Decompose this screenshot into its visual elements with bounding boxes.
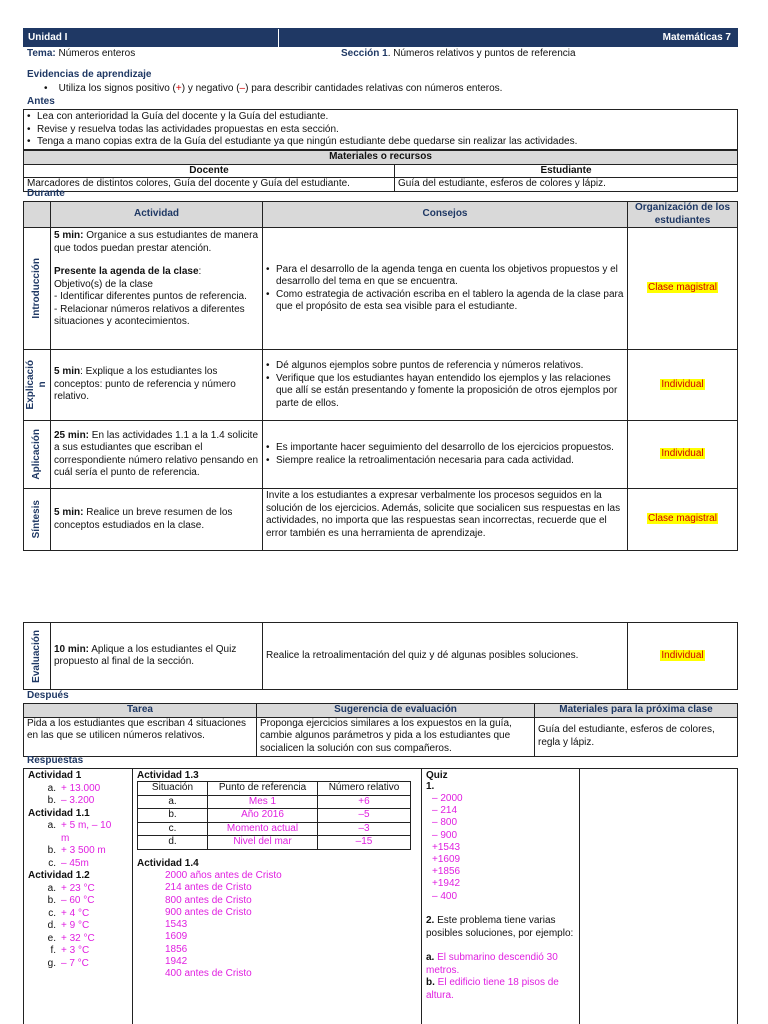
answer-letter: a. [47, 882, 56, 894]
org-badge: Clase magistral [648, 282, 717, 294]
act13-cell: Mes 1 [208, 795, 318, 809]
quiz-list [432, 793, 463, 903]
seccion-value: . Números relativos y puntos de referencia [387, 48, 576, 59]
quiz-q2 [426, 915, 574, 940]
org-badge: Individual [661, 378, 704, 390]
quiz-a-text: El submarino descendió 30 metros. [426, 952, 558, 976]
evidencias-item: • Utiliza los signos positivo (+) y negativo (–) para describir cantidades relativas con números enteros. [44, 83, 503, 94]
aplicacion-label: Aplicación [30, 429, 42, 480]
answer-value: – 45m [61, 857, 89, 869]
tema-row [23, 47, 738, 61]
consejo-item: • Dé algunos ejemplos sobre puntos de referencia y números relativos. [266, 360, 624, 373]
quiz-b-label: b. [426, 977, 435, 988]
col-organizacion: Organización de los estudiantes [628, 202, 738, 228]
act13-header: Punto de referencia [208, 782, 318, 796]
consejo-item: • Es importante hacer seguimiento del desarrollo de los ejercicios propuestos. [266, 442, 624, 455]
col1-heading: Actividad 1.2 [28, 870, 90, 881]
answer-value: + 32 °C [61, 932, 95, 944]
evaluacion-table [23, 622, 738, 690]
answer-value: – 60 °C [61, 895, 95, 906]
unit-title: Unidad I [28, 32, 68, 43]
tema-value: Números enteros [55, 48, 136, 59]
time-label: 25 min: [54, 429, 90, 441]
col1-answer [28, 795, 128, 808]
act13-header: Número relativo [318, 782, 411, 796]
seccion-label: Sección 1 [341, 48, 388, 59]
explicacion-label-end: n [36, 381, 48, 389]
antes-item: • Lea con anterioridad la Guía del docente y la Guía del estudiante. [27, 111, 734, 124]
sugerencia-text: Proponga ejercicios similares a los expuestos en la guía, cambie algunos parámetros y pida a los estudiantes que socialicen la solución con sus compañeros. [257, 717, 535, 756]
act14-item: 2000 años antes de Cristo [165, 870, 282, 881]
col-consejos: Consejos [263, 202, 628, 228]
act13-cell: Momento actual [208, 822, 318, 836]
org-badge: Clase magistral [648, 513, 717, 525]
answer-letter: a. [47, 782, 56, 794]
quiz-item: – 400 [432, 890, 458, 902]
respuestas-col1 [28, 770, 128, 970]
sugerencia-header: Sugerencia de evaluación [257, 704, 535, 718]
col1-heading: Actividad 1 [28, 770, 82, 781]
quiz-item: – 900 [432, 829, 458, 841]
activity-text: Aplique a los estudiantes el Quiz propuesto al final de la sección. [54, 643, 237, 667]
respuestas-box [23, 768, 738, 1024]
act14-list [165, 870, 282, 981]
despues-table [23, 703, 738, 757]
answer-value: – 7 °C [61, 957, 89, 969]
agenda-label: Presente la agenda de la clase [54, 266, 199, 277]
act14-item: 800 antes de Cristo [165, 894, 252, 906]
col1-answer [28, 920, 128, 933]
col1-answer [28, 945, 128, 958]
quiz-a [426, 952, 576, 977]
act13-cell: a. [138, 795, 208, 809]
answer-value: + 4 °C [61, 907, 90, 919]
consejo-item: • Para el desarrollo de la agenda tenga en cuenta los objetivos propuestos y el desarrollo del tema en que se encuentra. [266, 264, 624, 289]
col1-answer [28, 908, 128, 921]
consejo-item: • Verifique que los estudiantes hayan entendido los ejemplos y las relaciones que allí se están presentando y fomente la proposición de otros ejemplos por parte de ellos. [266, 373, 624, 411]
evaluacion-label: Evaluación [30, 629, 42, 683]
answer-letter: d. [47, 920, 56, 931]
consejo-text: Realice la retroalimentación del quiz y dé algunas posibles soluciones. [263, 623, 628, 690]
activity-text: Organice a sus estudiantes de manera que todos puedan prestar atención. [54, 230, 258, 254]
quiz-num2: 2. [426, 915, 435, 926]
answer-letter: a. [47, 820, 56, 831]
header-bar [23, 28, 738, 47]
activity-text: Realice un breve resumen de los conceptos estudiados en la clase. [54, 507, 233, 531]
col1-answer [28, 783, 128, 796]
act13-cell: c. [138, 822, 208, 836]
durante-table [23, 201, 738, 551]
quiz-item: – 2000 [432, 793, 463, 804]
act13-cell: d. [138, 836, 208, 850]
col1-answer [28, 883, 128, 896]
col1-answer [28, 845, 128, 858]
quiz-b [426, 977, 576, 1002]
act13-cell: Año 2016 [208, 809, 318, 823]
tarea-text: Pida a los estudiantes que escriban 4 situaciones en las que se utilicen números relativos. [24, 717, 257, 756]
quiz-item: – 800 [432, 817, 458, 829]
answer-letter: c. [48, 907, 56, 919]
explicacion-label: Explicació [25, 360, 36, 410]
org-badge: Individual [661, 649, 704, 661]
answer-letter: c. [48, 857, 56, 869]
answer-letter: b. [47, 895, 56, 906]
antes-item: • Tenga a mano copias extra de la Guía del estudiante ya que ningún estudiante debe quedarse sin realizar las actividades. [27, 136, 734, 149]
act14-title: Actividad 1.4 [137, 858, 199, 869]
time-label: 10 min: [54, 643, 90, 655]
answer-letter: g. [47, 957, 56, 969]
act14-item: 214 antes de Cristo [165, 882, 252, 894]
act13-title: Actividad 1.3 [137, 770, 199, 781]
tarea-header: Tarea [24, 704, 257, 718]
respuestas-title: Respuestas [27, 755, 84, 766]
objective-item: - Identificar diferentes puntos de referencia. [54, 291, 247, 302]
antes-title: Antes [27, 96, 55, 107]
act14-item: 900 antes de Cristo [165, 906, 252, 918]
quiz-title: Quiz [426, 770, 448, 781]
sintesis-label: Síntesis [30, 500, 42, 539]
act14-item: 1856 [165, 943, 188, 955]
quiz-item: +1856 [432, 866, 461, 878]
docente-materials: Marcadores de distintos colores, Guía del docente y Guía del estudiante. [24, 178, 395, 192]
col1-answer [28, 895, 128, 908]
consejo-item: • Siempre realice la retroalimentación necesaria para cada actividad. [266, 455, 624, 468]
estudiante-header: Estudiante [395, 164, 738, 178]
colon: : [198, 266, 202, 277]
act13-cell: Nivel del mar [208, 836, 318, 850]
quiz-item: +1942 [432, 878, 461, 890]
quiz-a-label: a. [426, 952, 435, 963]
evidencias-title: Evidencias de aprendizaje [27, 69, 152, 80]
answer-value: + 5 m, – 10 m [61, 820, 112, 844]
answer-letter: e. [47, 932, 56, 944]
quiz-item: +1609 [432, 854, 461, 866]
act13-cell: b. [138, 809, 208, 823]
time-label: 5 min: [54, 507, 84, 518]
docente-header: Docente [24, 164, 395, 178]
materiales-proxima-header: Materiales para la próxima clase [535, 704, 738, 718]
time-label: 5 min: [54, 230, 84, 241]
tema-label: Tema: [27, 48, 56, 59]
quiz-num1: 1. [426, 781, 435, 792]
org-badge: Individual [661, 448, 704, 460]
introduccion-label: Introducción [30, 258, 42, 319]
materiales-title: Materiales o recursos [24, 151, 738, 165]
answer-letter: b. [47, 845, 56, 856]
act13-table [137, 781, 411, 850]
estudiante-materials: Guía del estudiante, esferos de colores y lápiz. [395, 178, 738, 192]
act14-item: 400 antes de Cristo [165, 968, 252, 980]
antes-item: • Revise y resuelva todas las actividades propuestas en esta sección. [27, 124, 734, 137]
act14-item: 1609 [165, 931, 188, 943]
consejo-text: Invite a los estudiantes a expresar verbalmente los procesos seguidos en la solución de los ejercicios. Además, solicite que socialicen sus respuestas en las actividades, no importa que las respuestas sean incorrectas, recuerde que el error también es una herramienta de aprendizaje. [263, 489, 628, 551]
quiz-item: – 214 [432, 805, 458, 817]
answer-value: + 13.000 [61, 782, 101, 794]
quiz-b-text: El edificio tiene 18 pisos de altura. [426, 977, 559, 1001]
time-label: 5 min [54, 366, 81, 378]
col1-heading: Actividad 1.1 [28, 807, 90, 819]
answer-value: + 9 °C [61, 920, 90, 931]
objectives-title: Objetivo(s) de la clase [54, 278, 153, 290]
answer-letter: f. [50, 945, 56, 956]
col1-answer [28, 858, 128, 871]
quiz-q2-text: Este problema tiene varias posibles soluciones, por ejemplo: [426, 915, 574, 939]
subject-title: Matemáticas 7 [662, 32, 731, 43]
col-actividad: Actividad [51, 202, 263, 228]
act13-cell: –3 [318, 822, 411, 836]
antes-box [23, 109, 738, 150]
quiz-item: +1543 [432, 841, 461, 853]
act13-cell: +6 [318, 795, 411, 809]
despues-title: Después [27, 690, 69, 701]
activity-text: : Explique a los estudiantes los conceptos: punto de referencia y número relativo. [54, 366, 236, 403]
objective-item: - Relacionar números relativos a diferentes situaciones y acontecimientos. [54, 303, 245, 327]
act14-item: 1543 [165, 919, 188, 931]
col1-answer [28, 958, 128, 971]
materiales-table [23, 150, 738, 192]
act14-item: 1942 [165, 956, 188, 968]
answer-value: + 3 °C [61, 945, 90, 956]
materiales-proxima-text: Guía del estudiante, esferos de colores, regla y lápiz. [535, 717, 738, 756]
answer-letter: b. [47, 795, 56, 806]
answer-value: + 3 500 m [61, 845, 106, 856]
act13-cell: –15 [318, 836, 411, 850]
col1-answer [28, 933, 128, 946]
answer-value: + 23 °C [61, 882, 95, 894]
answer-value: – 3.200 [61, 795, 95, 806]
activity-text: En las actividades 1.1 a la 1.4 solicite a sus estudiantes que escriban el correspondiente número relativo pensando en cuál sería el punto de referencia. [54, 429, 259, 478]
act13-cell: –5 [318, 809, 411, 823]
durante-title: Durante [27, 188, 65, 199]
col1-answer [28, 820, 128, 845]
consejo-item: • Como estrategia de activación escriba en el tablero la agenda de la clase para que el propósito de esta sea visible para el estudiante. [266, 289, 624, 314]
act13-header: Situación [138, 782, 208, 796]
